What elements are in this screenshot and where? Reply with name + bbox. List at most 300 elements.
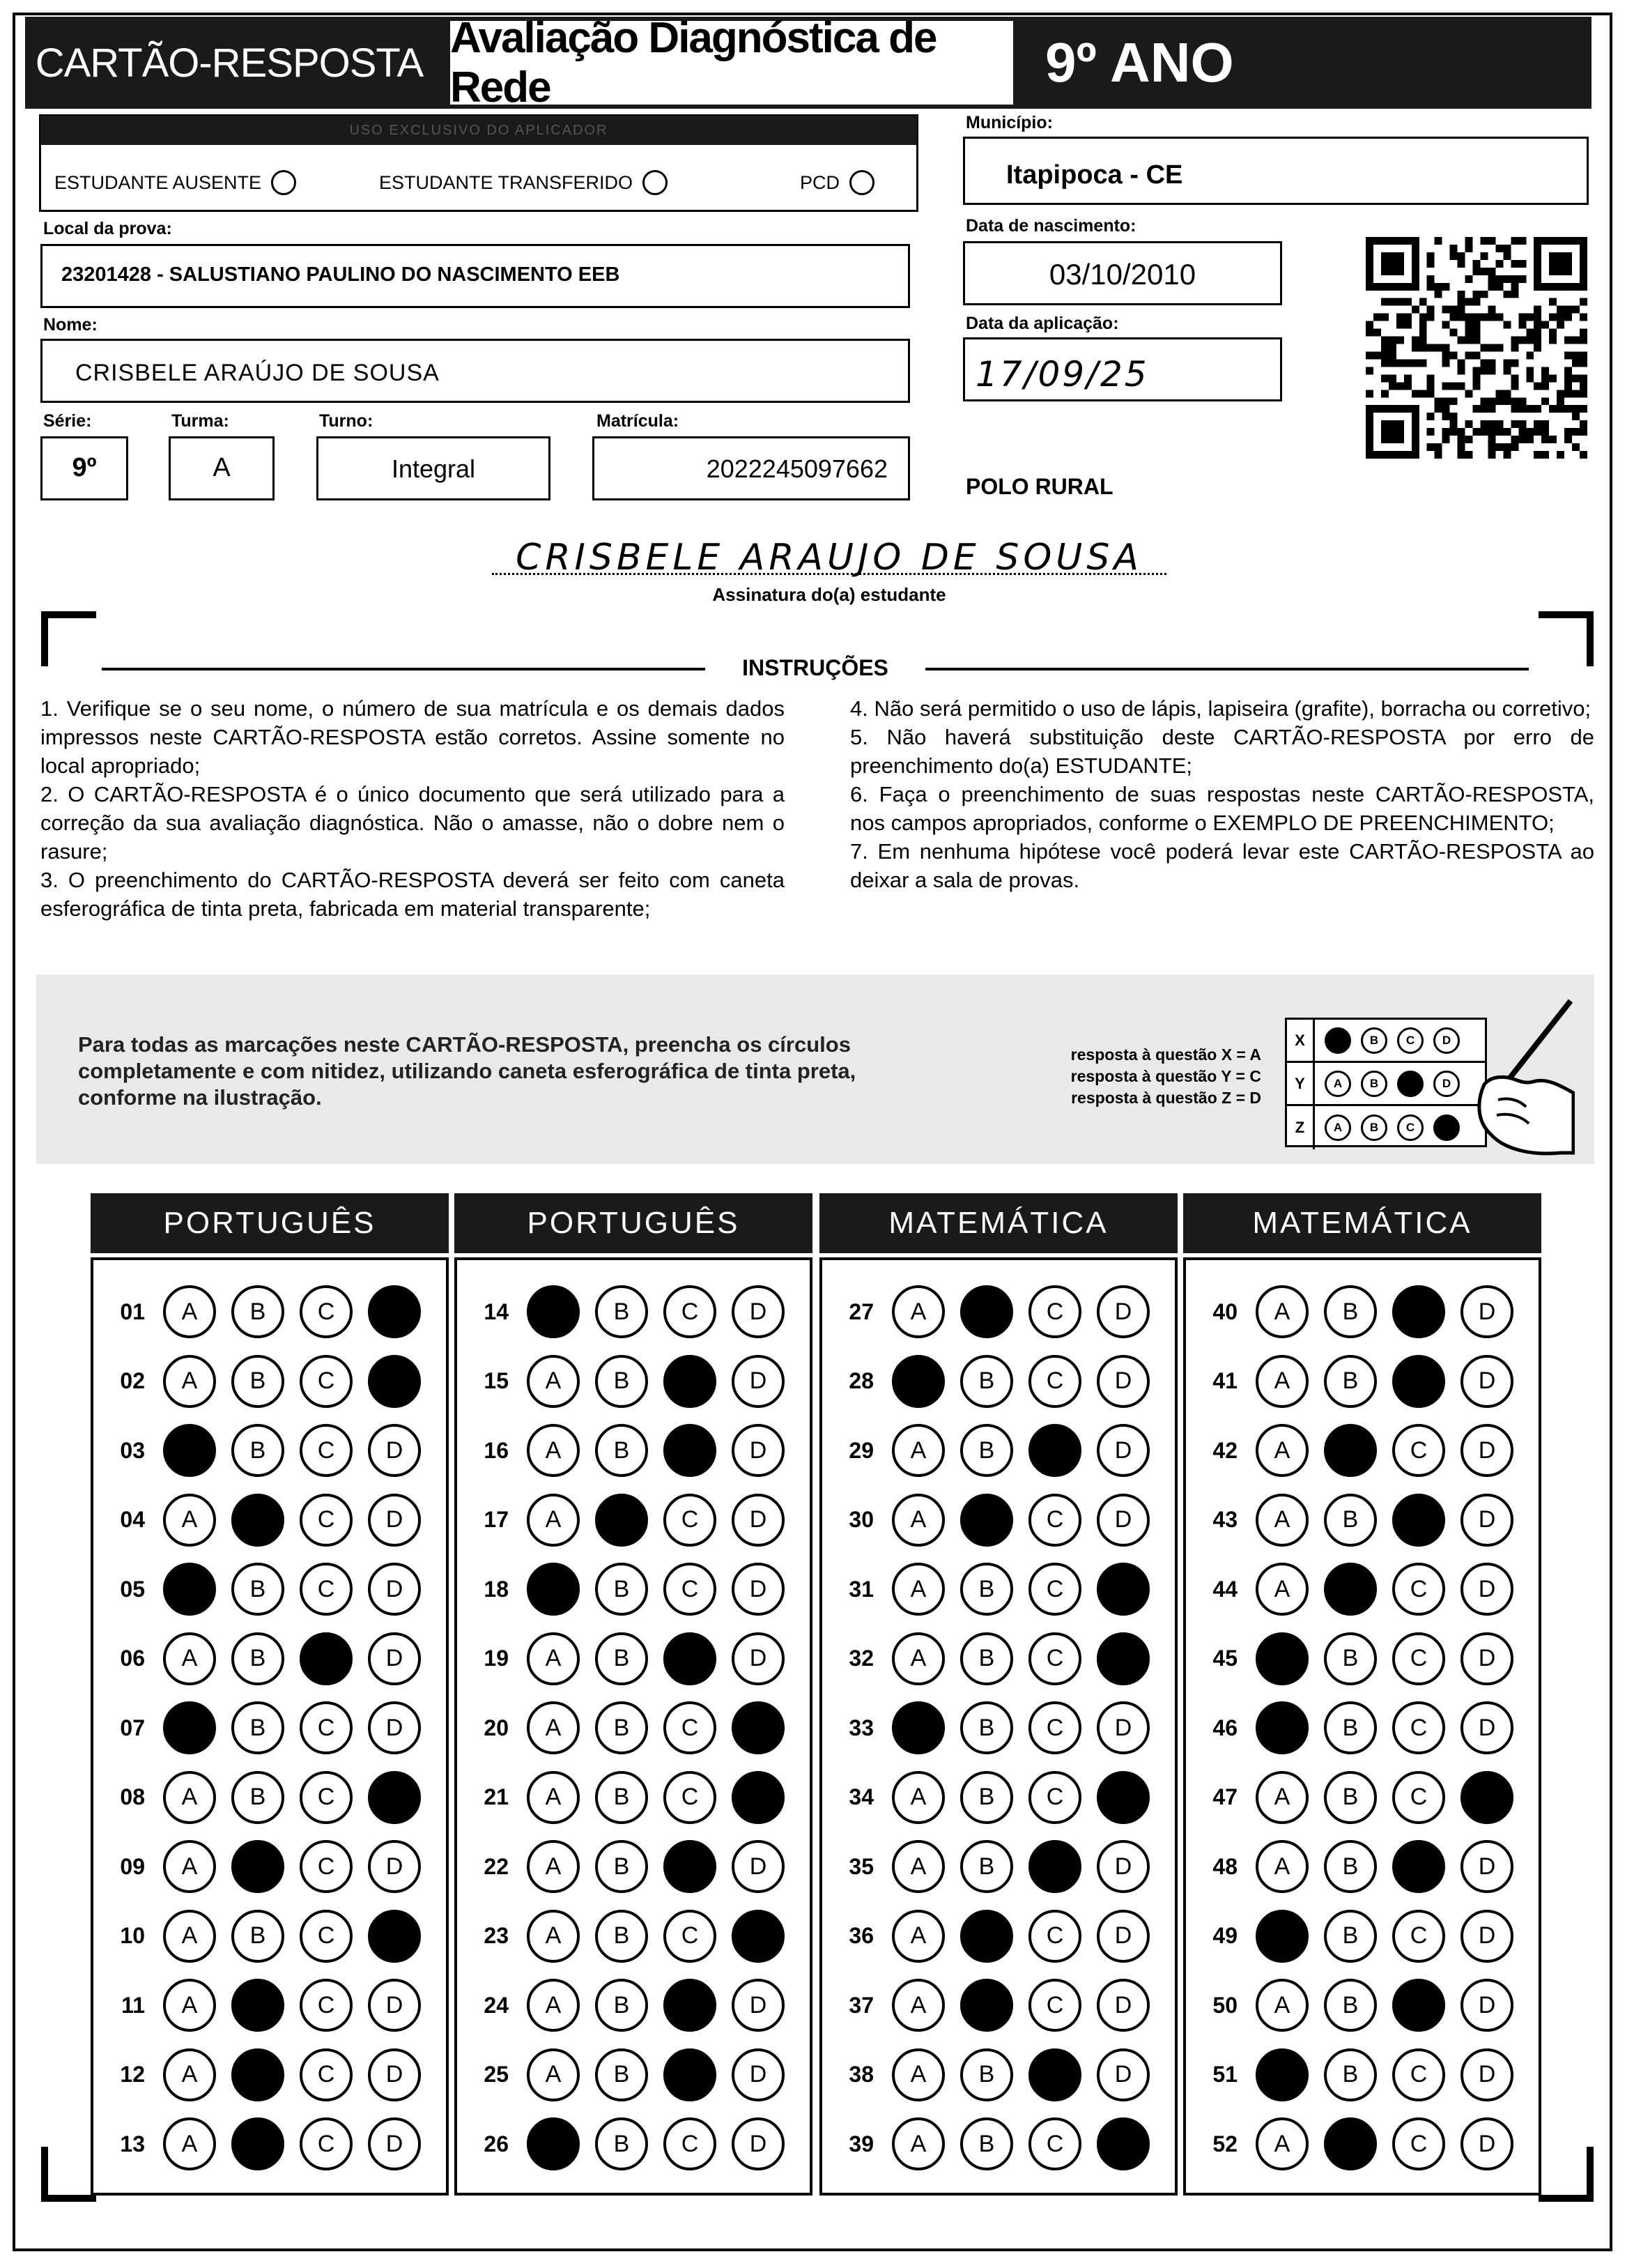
question-number: 14 [484, 1298, 509, 1324]
answer-bubble-c-filled[interactable] [1028, 1840, 1081, 1893]
answer-bubble-c-filled[interactable] [663, 1840, 716, 1893]
answer-bubble-b-filled[interactable] [231, 2117, 284, 2170]
answer-bubble-a-filled[interactable] [892, 1355, 945, 1408]
answer-bubble-d[interactable]: D [1097, 1424, 1150, 1477]
answer-bubble-c[interactable]: C [1392, 2117, 1445, 2170]
answer-bubble-d-filled[interactable] [368, 1355, 421, 1408]
answer-bubble-c-filled[interactable] [663, 1355, 716, 1408]
answer-bubble-c-filled[interactable] [663, 1979, 716, 2032]
question-row [93, 1492, 446, 1548]
question-number: 42 [1212, 1437, 1238, 1463]
question-number: 30 [849, 1507, 874, 1532]
answer-bubble-b[interactable]: B [1324, 1979, 1377, 2032]
answer-bubble-a-filled[interactable] [527, 1563, 580, 1616]
question-number: 28 [849, 1368, 874, 1393]
answer-bubble-b[interactable]: B [960, 1701, 1013, 1754]
answer-bubble-b[interactable]: B [595, 1285, 648, 1338]
answer-bubble-a-filled[interactable] [1256, 1910, 1309, 1963]
answer-bubble-a-filled[interactable] [163, 1424, 216, 1477]
answer-bubble-d[interactable]: D [368, 1563, 421, 1616]
answer-bubble-b[interactable]: B [231, 1285, 284, 1338]
answer-bubble-b[interactable]: B [595, 2048, 648, 2101]
answer-bubble-b[interactable]: B [231, 1424, 284, 1477]
question-number: 01 [120, 1298, 145, 1324]
answer-bubble-a[interactable]: A [163, 2117, 216, 2170]
applicator-reserved-bar: USO EXCLUSIVO DO APLICADOR [40, 116, 917, 145]
question-number: 34 [849, 1784, 874, 1809]
answer-bubble-b[interactable]: B [960, 1632, 1013, 1685]
question-number: 05 [120, 1576, 145, 1602]
answer-bubble-d[interactable]: D [1460, 1840, 1513, 1893]
turno-label: Turno: [319, 411, 373, 431]
answer-bubble-d-filled[interactable] [1097, 1632, 1150, 1685]
question-number: 10 [120, 1923, 145, 1948]
question-row [822, 1492, 1175, 1548]
answer-bubble-b[interactable]: B [1324, 1840, 1377, 1893]
question-number: 41 [1212, 1368, 1238, 1393]
answer-bubble-b-filled[interactable] [1324, 2117, 1377, 2170]
question-number: 26 [484, 2131, 509, 2156]
question-number: 49 [1212, 1923, 1238, 1948]
answer-bubble-d[interactable]: D [1460, 1910, 1513, 1963]
answer-bubble-d[interactable]: D [368, 1424, 421, 1477]
question-row [93, 2116, 446, 2172]
answer-bubble-c[interactable]: C [1392, 1701, 1445, 1754]
answer-bubble-d[interactable]: D [1097, 1355, 1150, 1408]
answer-bubble-d-filled[interactable] [1460, 1771, 1513, 1824]
question-number: 33 [849, 1715, 874, 1740]
column-header-3: MATEMÁTICA [819, 1193, 1178, 1253]
option-pcd[interactable] [800, 170, 874, 195]
answer-bubble-b[interactable]: B [231, 1910, 284, 1963]
answer-bubble-a[interactable]: A [163, 1355, 216, 1408]
answer-column-3 [819, 1257, 1178, 2196]
answer-bubble-a[interactable]: A [1256, 1494, 1309, 1547]
answer-column-1 [91, 1257, 449, 2196]
example-bubble-b: B [1361, 1071, 1387, 1097]
answer-bubble-d-filled[interactable] [732, 1701, 785, 1754]
answer-bubble-a[interactable]: A [1256, 1285, 1309, 1338]
answer-bubble-d[interactable]: D [732, 2048, 785, 2101]
answer-bubble-c[interactable]: C [300, 1563, 353, 1616]
answer-bubble-a[interactable]: A [527, 1355, 580, 1408]
answer-bubble-b[interactable]: B [960, 1840, 1013, 1893]
answer-bubble-c[interactable]: C [663, 1563, 716, 1616]
answer-bubble-c[interactable]: C [1028, 1771, 1081, 1824]
answer-bubble-a[interactable]: A [1256, 2117, 1309, 2170]
answer-bubble-c-filled[interactable] [1392, 1979, 1445, 2032]
answer-bubble-c[interactable]: C [663, 1771, 716, 1824]
answer-bubble-d[interactable]: D [732, 1563, 785, 1616]
question-number: 11 [121, 1992, 145, 2018]
option-transferred-label: ESTUDANTE TRANSFERIDO [379, 171, 633, 193]
question-number: 45 [1212, 1646, 1238, 1671]
answer-bubble-c[interactable]: C [1028, 1701, 1081, 1754]
example-bubble-b: B [1361, 1114, 1387, 1141]
question-row [93, 1700, 446, 1756]
answer-bubble-c-filled[interactable] [663, 1424, 716, 1477]
answer-bubble-b[interactable]: B [1324, 1632, 1377, 1685]
answer-bubble-d[interactable]: D [1097, 1840, 1150, 1893]
question-row [822, 1354, 1175, 1409]
question-number: 44 [1212, 1576, 1238, 1602]
answer-bubble-c[interactable]: C [663, 2117, 716, 2170]
answer-bubble-c[interactable]: C [300, 1771, 353, 1824]
answer-bubble-b[interactable]: B [1324, 1355, 1377, 1408]
answer-bubble-d[interactable]: D [1460, 1563, 1513, 1616]
option-transferred-bubble[interactable] [642, 170, 668, 195]
answer-bubble-c[interactable]: C [1392, 1424, 1445, 1477]
example-row-key: Y [1287, 1063, 1315, 1104]
answer-bubble-b-filled[interactable] [960, 1979, 1013, 2032]
question-number: 20 [484, 1715, 509, 1740]
instructions-rule-left [102, 668, 705, 671]
answer-bubble-a[interactable]: A [892, 2048, 945, 2101]
answer-bubble-a[interactable]: A [1256, 1771, 1309, 1824]
answer-bubble-b[interactable]: B [595, 1979, 648, 2032]
answer-bubble-a[interactable]: A [163, 2048, 216, 2101]
answer-bubble-c[interactable]: C [300, 1494, 353, 1547]
answer-bubble-a[interactable]: A [892, 1840, 945, 1893]
answer-bubble-c-filled[interactable] [1392, 1494, 1445, 1547]
answer-bubble-a[interactable]: A [163, 1840, 216, 1893]
answer-bubble-a[interactable]: A [1256, 1979, 1309, 2032]
answer-bubble-a[interactable]: A [527, 1632, 580, 1685]
question-row [457, 2116, 810, 2172]
answer-bubble-d[interactable]: D [368, 1632, 421, 1685]
question-row [457, 1354, 810, 1409]
question-row [457, 1908, 810, 1964]
example-bubble-b: B [1361, 1027, 1387, 1054]
example-bubble-a: A [1325, 1114, 1351, 1141]
answer-column-4 [1183, 1257, 1541, 2196]
question-row [1186, 1839, 1539, 1894]
option-pcd-label: PCD [800, 171, 840, 193]
matricula-label: Matrícula: [596, 411, 679, 431]
answer-bubble-c-filled[interactable] [1392, 1355, 1445, 1408]
answer-bubble-c[interactable]: C [663, 1494, 716, 1547]
answer-bubble-b[interactable]: B [595, 1910, 648, 1963]
option-absent[interactable] [54, 170, 296, 195]
answer-bubble-a[interactable]: A [163, 1494, 216, 1547]
answer-bubble-c[interactable]: C [300, 1285, 353, 1338]
answer-bubble-a[interactable]: A [163, 1285, 216, 1338]
answer-bubble-d-filled[interactable] [732, 1910, 785, 1963]
answer-bubble-b-filled[interactable] [231, 1979, 284, 2032]
instruction-2: 2. O CARTÃO-RESPOSTA é o único documento que será utilizado para a correção da sua avaliação diagnóstica. Não o amasse, não o dobre nem o rasure; [40, 782, 785, 864]
answer-bubble-b-filled[interactable] [231, 2048, 284, 2101]
answer-bubble-a[interactable]: A [163, 1632, 216, 1685]
example-bubble-d: D [1433, 1071, 1460, 1097]
answer-bubble-d-filled[interactable] [732, 1771, 785, 1824]
answer-bubble-d[interactable]: D [732, 1494, 785, 1547]
answer-bubble-b[interactable]: B [960, 1563, 1013, 1616]
answer-bubble-b-filled[interactable] [231, 1840, 284, 1893]
aplicacao-value-handwritten: 17/09/25 [976, 354, 1149, 394]
answer-bubble-b[interactable]: B [595, 1355, 648, 1408]
answer-bubble-d[interactable]: D [1460, 2117, 1513, 2170]
answer-bubble-b[interactable]: B [1324, 1701, 1377, 1754]
answer-bubble-a[interactable]: A [892, 1424, 945, 1477]
answer-bubble-d[interactable]: D [732, 1979, 785, 2032]
question-row [1186, 1631, 1539, 1687]
answer-bubble-d[interactable]: D [368, 2117, 421, 2170]
question-number: 09 [120, 1853, 145, 1879]
answer-bubble-b[interactable]: B [960, 1771, 1013, 1824]
answer-bubble-d-filled[interactable] [1097, 1563, 1150, 1616]
question-number: 36 [849, 1923, 874, 1948]
example-legend-x: resposta à questão X = A [1070, 1045, 1261, 1064]
question-row [822, 2047, 1175, 2103]
question-number: 40 [1212, 1298, 1238, 1324]
example-bubble-a: A [1325, 1071, 1351, 1097]
answer-bubble-c[interactable]: C [1392, 1632, 1445, 1685]
answer-bubble-c[interactable]: C [1392, 2048, 1445, 2101]
answer-bubble-a[interactable]: A [892, 1632, 945, 1685]
answer-bubble-d[interactable]: D [1097, 1979, 1150, 2032]
answer-bubble-d-filled[interactable] [1097, 2117, 1150, 2170]
answer-bubble-c-filled[interactable] [663, 1632, 716, 1685]
nome-value: CRISBELE ARAÚJO DE SOUSA [75, 360, 440, 386]
answer-bubble-d[interactable]: D [732, 1355, 785, 1408]
question-number: 04 [120, 1507, 145, 1532]
question-number: 13 [120, 2131, 145, 2156]
answer-bubble-d[interactable]: D [732, 1632, 785, 1685]
answer-bubble-d[interactable]: D [1097, 1701, 1150, 1754]
answer-bubble-d[interactable]: D [368, 2048, 421, 2101]
answer-bubble-d-filled[interactable] [368, 1910, 421, 1963]
answer-bubble-c[interactable]: C [300, 1355, 353, 1408]
question-row [457, 1561, 810, 1617]
answer-bubble-a[interactable]: A [892, 1285, 945, 1338]
answer-bubble-a[interactable]: A [527, 1494, 580, 1547]
answer-bubble-a[interactable]: A [527, 1701, 580, 1754]
answer-bubble-d[interactable]: D [1097, 1910, 1150, 1963]
answer-bubble-b[interactable]: B [1324, 1910, 1377, 1963]
answer-bubble-a[interactable]: A [527, 2048, 580, 2101]
answer-bubble-a-filled[interactable] [163, 1563, 216, 1616]
option-absent-bubble[interactable] [271, 170, 296, 195]
answer-bubble-b[interactable]: B [595, 2117, 648, 2170]
answer-bubble-c-filled[interactable] [1392, 1285, 1445, 1338]
answer-bubble-c-filled[interactable] [1028, 1424, 1081, 1477]
answer-bubble-a[interactable]: A [1256, 1840, 1309, 1893]
answer-bubble-d[interactable]: D [368, 1840, 421, 1893]
answer-bubble-d[interactable]: D [732, 1424, 785, 1477]
answer-bubble-a[interactable]: A [163, 1910, 216, 1963]
answer-bubble-a-filled[interactable] [163, 1701, 216, 1754]
answer-bubble-d[interactable]: D [1460, 1424, 1513, 1477]
answer-bubble-a[interactable]: A [892, 1979, 945, 2032]
answer-bubble-c[interactable]: C [300, 2117, 353, 2170]
answer-bubble-a-filled[interactable] [1256, 2048, 1309, 2101]
answer-bubble-b[interactable]: B [231, 1355, 284, 1408]
answer-bubble-a[interactable]: A [163, 1771, 216, 1824]
answer-bubble-a[interactable]: A [892, 1910, 945, 1963]
answer-bubble-c[interactable]: C [1028, 1494, 1081, 1547]
nascimento-label: Data de nascimento: [966, 216, 1136, 236]
answer-bubble-d[interactable]: D [732, 2117, 785, 2170]
column-header-2: PORTUGUÊS [454, 1193, 812, 1253]
answer-bubble-d-filled[interactable] [368, 1285, 421, 1338]
answer-bubble-a-filled[interactable] [527, 1285, 580, 1338]
question-row [93, 2047, 446, 2103]
example-legend [1031, 1044, 1261, 1109]
answer-bubble-b[interactable]: B [595, 1701, 648, 1754]
answer-bubble-c[interactable]: C [1392, 1563, 1445, 1616]
answer-bubble-d[interactable]: D [368, 1494, 421, 1547]
answer-bubble-d[interactable]: D [732, 1285, 785, 1338]
answer-bubble-c-filled[interactable] [1392, 1840, 1445, 1893]
question-row [457, 1839, 810, 1894]
example-row [1287, 1106, 1485, 1149]
question-row [457, 1700, 810, 1756]
answer-bubble-a[interactable]: A [527, 1910, 580, 1963]
answer-bubble-a[interactable]: A [1256, 1563, 1309, 1616]
answer-bubble-c[interactable]: C [663, 1285, 716, 1338]
example-row-key: X [1287, 1020, 1315, 1061]
answer-bubble-c[interactable]: C [663, 1701, 716, 1754]
answer-bubble-c[interactable]: C [300, 1701, 353, 1754]
answer-bubble-b-filled[interactable] [960, 1910, 1013, 1963]
answer-bubble-c[interactable]: C [1028, 2117, 1081, 2170]
answer-bubble-b[interactable]: B [595, 1632, 648, 1685]
answer-bubble-c[interactable]: C [1392, 1771, 1445, 1824]
answer-bubble-c[interactable]: C [663, 1910, 716, 1963]
answer-bubble-a-filled[interactable] [1256, 1701, 1309, 1754]
question-number: 31 [849, 1576, 874, 1602]
answer-bubble-c-filled[interactable] [300, 1632, 353, 1685]
answer-bubble-a[interactable]: A [163, 1979, 216, 2032]
example-row [1287, 1020, 1485, 1063]
answer-bubble-d[interactable]: D [1460, 2048, 1513, 2101]
question-row [93, 1770, 446, 1825]
answer-bubble-c[interactable]: C [1028, 1285, 1081, 1338]
answer-bubble-b[interactable]: B [960, 1424, 1013, 1477]
example-row-key: Z [1287, 1106, 1315, 1149]
question-row [93, 1977, 446, 2033]
answer-bubble-b-filled[interactable] [231, 1494, 284, 1547]
answer-bubble-b[interactable]: B [231, 1563, 284, 1616]
municipio-label: Município: [966, 113, 1053, 132]
answer-bubble-b-filled[interactable] [1324, 1563, 1377, 1616]
example-row [1287, 1063, 1485, 1106]
answer-bubble-c[interactable]: C [300, 1910, 353, 1963]
question-number: 50 [1212, 1992, 1238, 2018]
answer-bubble-c[interactable]: C [1028, 1979, 1081, 2032]
answer-bubble-b[interactable]: B [595, 1771, 648, 1824]
example-bubble-c: C [1397, 1027, 1424, 1054]
question-row [822, 1908, 1175, 1964]
answer-bubble-b[interactable]: B [960, 2048, 1013, 2101]
answer-bubble-d[interactable]: D [1097, 1494, 1150, 1547]
answer-bubble-c[interactable]: C [300, 2048, 353, 2101]
polo-label: POLO RURAL [966, 474, 1113, 499]
answer-bubble-a[interactable]: A [527, 1840, 580, 1893]
answer-bubble-b[interactable]: B [960, 2117, 1013, 2170]
answer-bubble-a[interactable]: A [892, 1494, 945, 1547]
answer-bubble-a-filled[interactable] [527, 2117, 580, 2170]
question-number: 39 [849, 2131, 874, 2156]
answer-bubble-c[interactable]: C [300, 1840, 353, 1893]
answer-bubble-b-filled[interactable] [960, 1494, 1013, 1547]
answer-bubble-b-filled[interactable] [1324, 1424, 1377, 1477]
answer-bubble-c[interactable]: C [1028, 1563, 1081, 1616]
answer-bubble-a[interactable]: A [892, 1771, 945, 1824]
answer-bubble-b[interactable]: B [960, 1355, 1013, 1408]
answer-bubble-c[interactable]: C [1028, 1910, 1081, 1963]
answer-bubble-a[interactable]: A [1256, 1424, 1309, 1477]
answer-bubble-d-filled[interactable] [1097, 1771, 1150, 1824]
instructions-right [850, 694, 1594, 894]
serie-label: Série: [43, 411, 92, 431]
answer-bubble-a[interactable]: A [1256, 1355, 1309, 1408]
answer-bubble-a[interactable]: A [892, 2117, 945, 2170]
answer-bubble-b[interactable]: B [1324, 2048, 1377, 2101]
answer-bubble-d[interactable]: D [1460, 1494, 1513, 1547]
answer-bubble-b[interactable]: B [1324, 1285, 1377, 1338]
answer-bubble-d[interactable]: D [1097, 1285, 1150, 1338]
answer-bubble-b[interactable]: B [595, 1424, 648, 1477]
answer-bubble-b[interactable]: B [231, 1701, 284, 1754]
answer-bubble-b[interactable]: B [595, 1563, 648, 1616]
answer-bubble-d[interactable]: D [1097, 2048, 1150, 2101]
answer-bubble-d[interactable]: D [1460, 1979, 1513, 2032]
question-row [822, 1839, 1175, 1894]
example-legend-z: resposta à questão Z = D [1071, 1089, 1261, 1107]
answer-bubble-c[interactable]: C [300, 1424, 353, 1477]
answer-bubble-b[interactable]: B [231, 1632, 284, 1685]
answer-bubble-d[interactable]: D [1460, 1701, 1513, 1754]
answer-bubble-a[interactable]: A [527, 1979, 580, 2032]
answer-bubble-b[interactable]: B [595, 1840, 648, 1893]
answer-bubble-a[interactable]: A [527, 1771, 580, 1824]
question-number: 12 [120, 2062, 145, 2087]
answer-bubble-c-filled[interactable] [1028, 2048, 1081, 2101]
answer-bubble-a[interactable]: A [527, 1424, 580, 1477]
option-transferred[interactable] [379, 170, 668, 195]
answer-bubble-a-filled[interactable] [1256, 1632, 1309, 1685]
question-row [93, 1354, 446, 1409]
answer-bubble-b-filled[interactable] [595, 1494, 648, 1547]
answer-bubble-b[interactable]: B [1324, 1771, 1377, 1824]
answer-bubble-a-filled[interactable] [892, 1701, 945, 1754]
header-center-title: Avaliação Diagnóstica de Rede [450, 21, 1013, 105]
answer-bubble-d[interactable]: D [1460, 1632, 1513, 1685]
answer-bubble-b[interactable]: B [1324, 1494, 1377, 1547]
question-number: 35 [849, 1853, 874, 1879]
answer-bubble-c[interactable]: C [1028, 1632, 1081, 1685]
answer-bubble-c[interactable]: C [1392, 1910, 1445, 1963]
answer-bubble-a[interactable]: A [892, 1563, 945, 1616]
question-row [822, 1770, 1175, 1825]
answer-bubble-d[interactable]: D [368, 1979, 421, 2032]
answer-bubble-d-filled[interactable] [368, 1771, 421, 1824]
answer-bubble-d[interactable]: D [368, 1701, 421, 1754]
answer-bubble-b-filled[interactable] [960, 1285, 1013, 1338]
answer-bubble-d[interactable]: D [1460, 1355, 1513, 1408]
turno-value: Integral [391, 454, 476, 483]
answer-bubble-c[interactable]: C [300, 1979, 353, 2032]
question-number: 03 [120, 1437, 145, 1463]
option-pcd-bubble[interactable] [849, 170, 874, 195]
answer-bubble-c-filled[interactable] [663, 2048, 716, 2101]
answer-bubble-c[interactable]: C [1028, 1355, 1081, 1408]
answer-bubble-d[interactable]: D [732, 1840, 785, 1893]
question-row [93, 1284, 446, 1340]
answer-bubble-d[interactable]: D [1460, 1285, 1513, 1338]
answer-bubble-b[interactable]: B [231, 1771, 284, 1824]
